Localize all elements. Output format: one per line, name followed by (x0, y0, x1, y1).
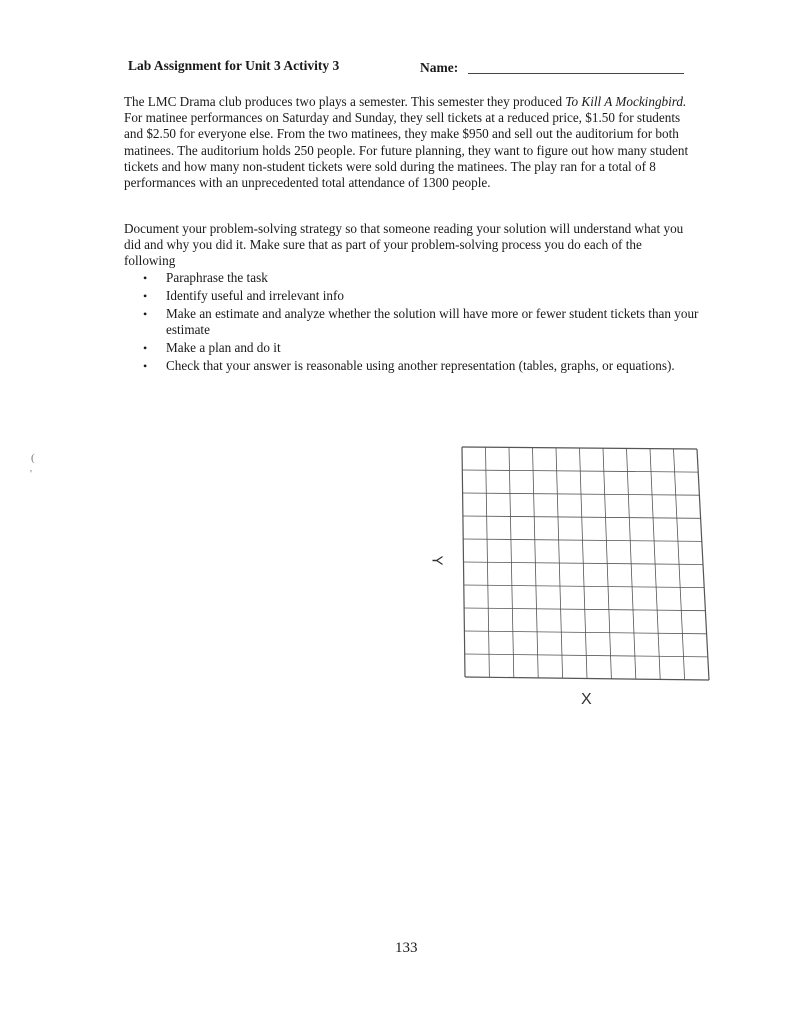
graph-area (458, 444, 714, 684)
play-title: To Kill A Mockingbird. (565, 94, 687, 109)
page-number: 133 (395, 940, 418, 956)
bullet-icon: • (143, 359, 148, 374)
blank-coordinate-grid (458, 444, 714, 684)
bullet-icon: • (143, 288, 148, 303)
list-item (140, 358, 700, 374)
y-axis-label: Y (428, 555, 446, 566)
steps-list (140, 270, 700, 376)
name-blank-line (468, 73, 684, 74)
x-axis-label: X (581, 691, 592, 708)
list-item (140, 288, 700, 304)
bullet-icon: • (143, 271, 148, 285)
step-text: Make an estimate and analyze whether the solution will have more or fewer student tickets than your estimate (166, 305, 699, 338)
step-text: Identify useful and irrelevant info (166, 287, 344, 303)
list-item (140, 306, 700, 339)
margin-mark: ' (30, 468, 32, 480)
problem-text-rest: For matinee performances on Saturday and Sunday, they sell tickets at a reduced price, $1.50 for students and $2.50 for everyone else. From the two matinees, they make $950 and sell out the auditorium for both matinees. The auditorium holds 250 people. For future planning, they want to figure out how many student tickets and how many non-student tickets were sold during the matinees. The play ran for a total of 8 performances with an unprecedented total attendance of 1300 people. (124, 110, 689, 191)
bullet-icon: • (143, 341, 148, 356)
list-item (140, 340, 700, 356)
name-label: Name: (420, 60, 459, 75)
worksheet-header (128, 58, 688, 80)
assignment-title: Lab Assignment for Unit 3 Activity 3 (128, 58, 340, 73)
step-text: Make a plan and do it (166, 340, 281, 356)
bullet-icon: • (143, 306, 148, 321)
problem-text-start: The LMC Drama club produces two plays a semester. This semester they produced (124, 94, 566, 109)
step-text: Check that your answer is reasonable using another representation (tables, graphs, or equations). (166, 358, 675, 374)
margin-mark: ( (31, 452, 35, 464)
instructions-intro: Document your problem-solving strategy so that someone reading your solution will understand what you did and why you did it. Make sure that as part of your problem-solving process you do each of the following (124, 221, 684, 269)
list-item (140, 270, 700, 286)
problem-statement (124, 94, 696, 191)
step-text: Paraphrase the task (166, 270, 268, 285)
